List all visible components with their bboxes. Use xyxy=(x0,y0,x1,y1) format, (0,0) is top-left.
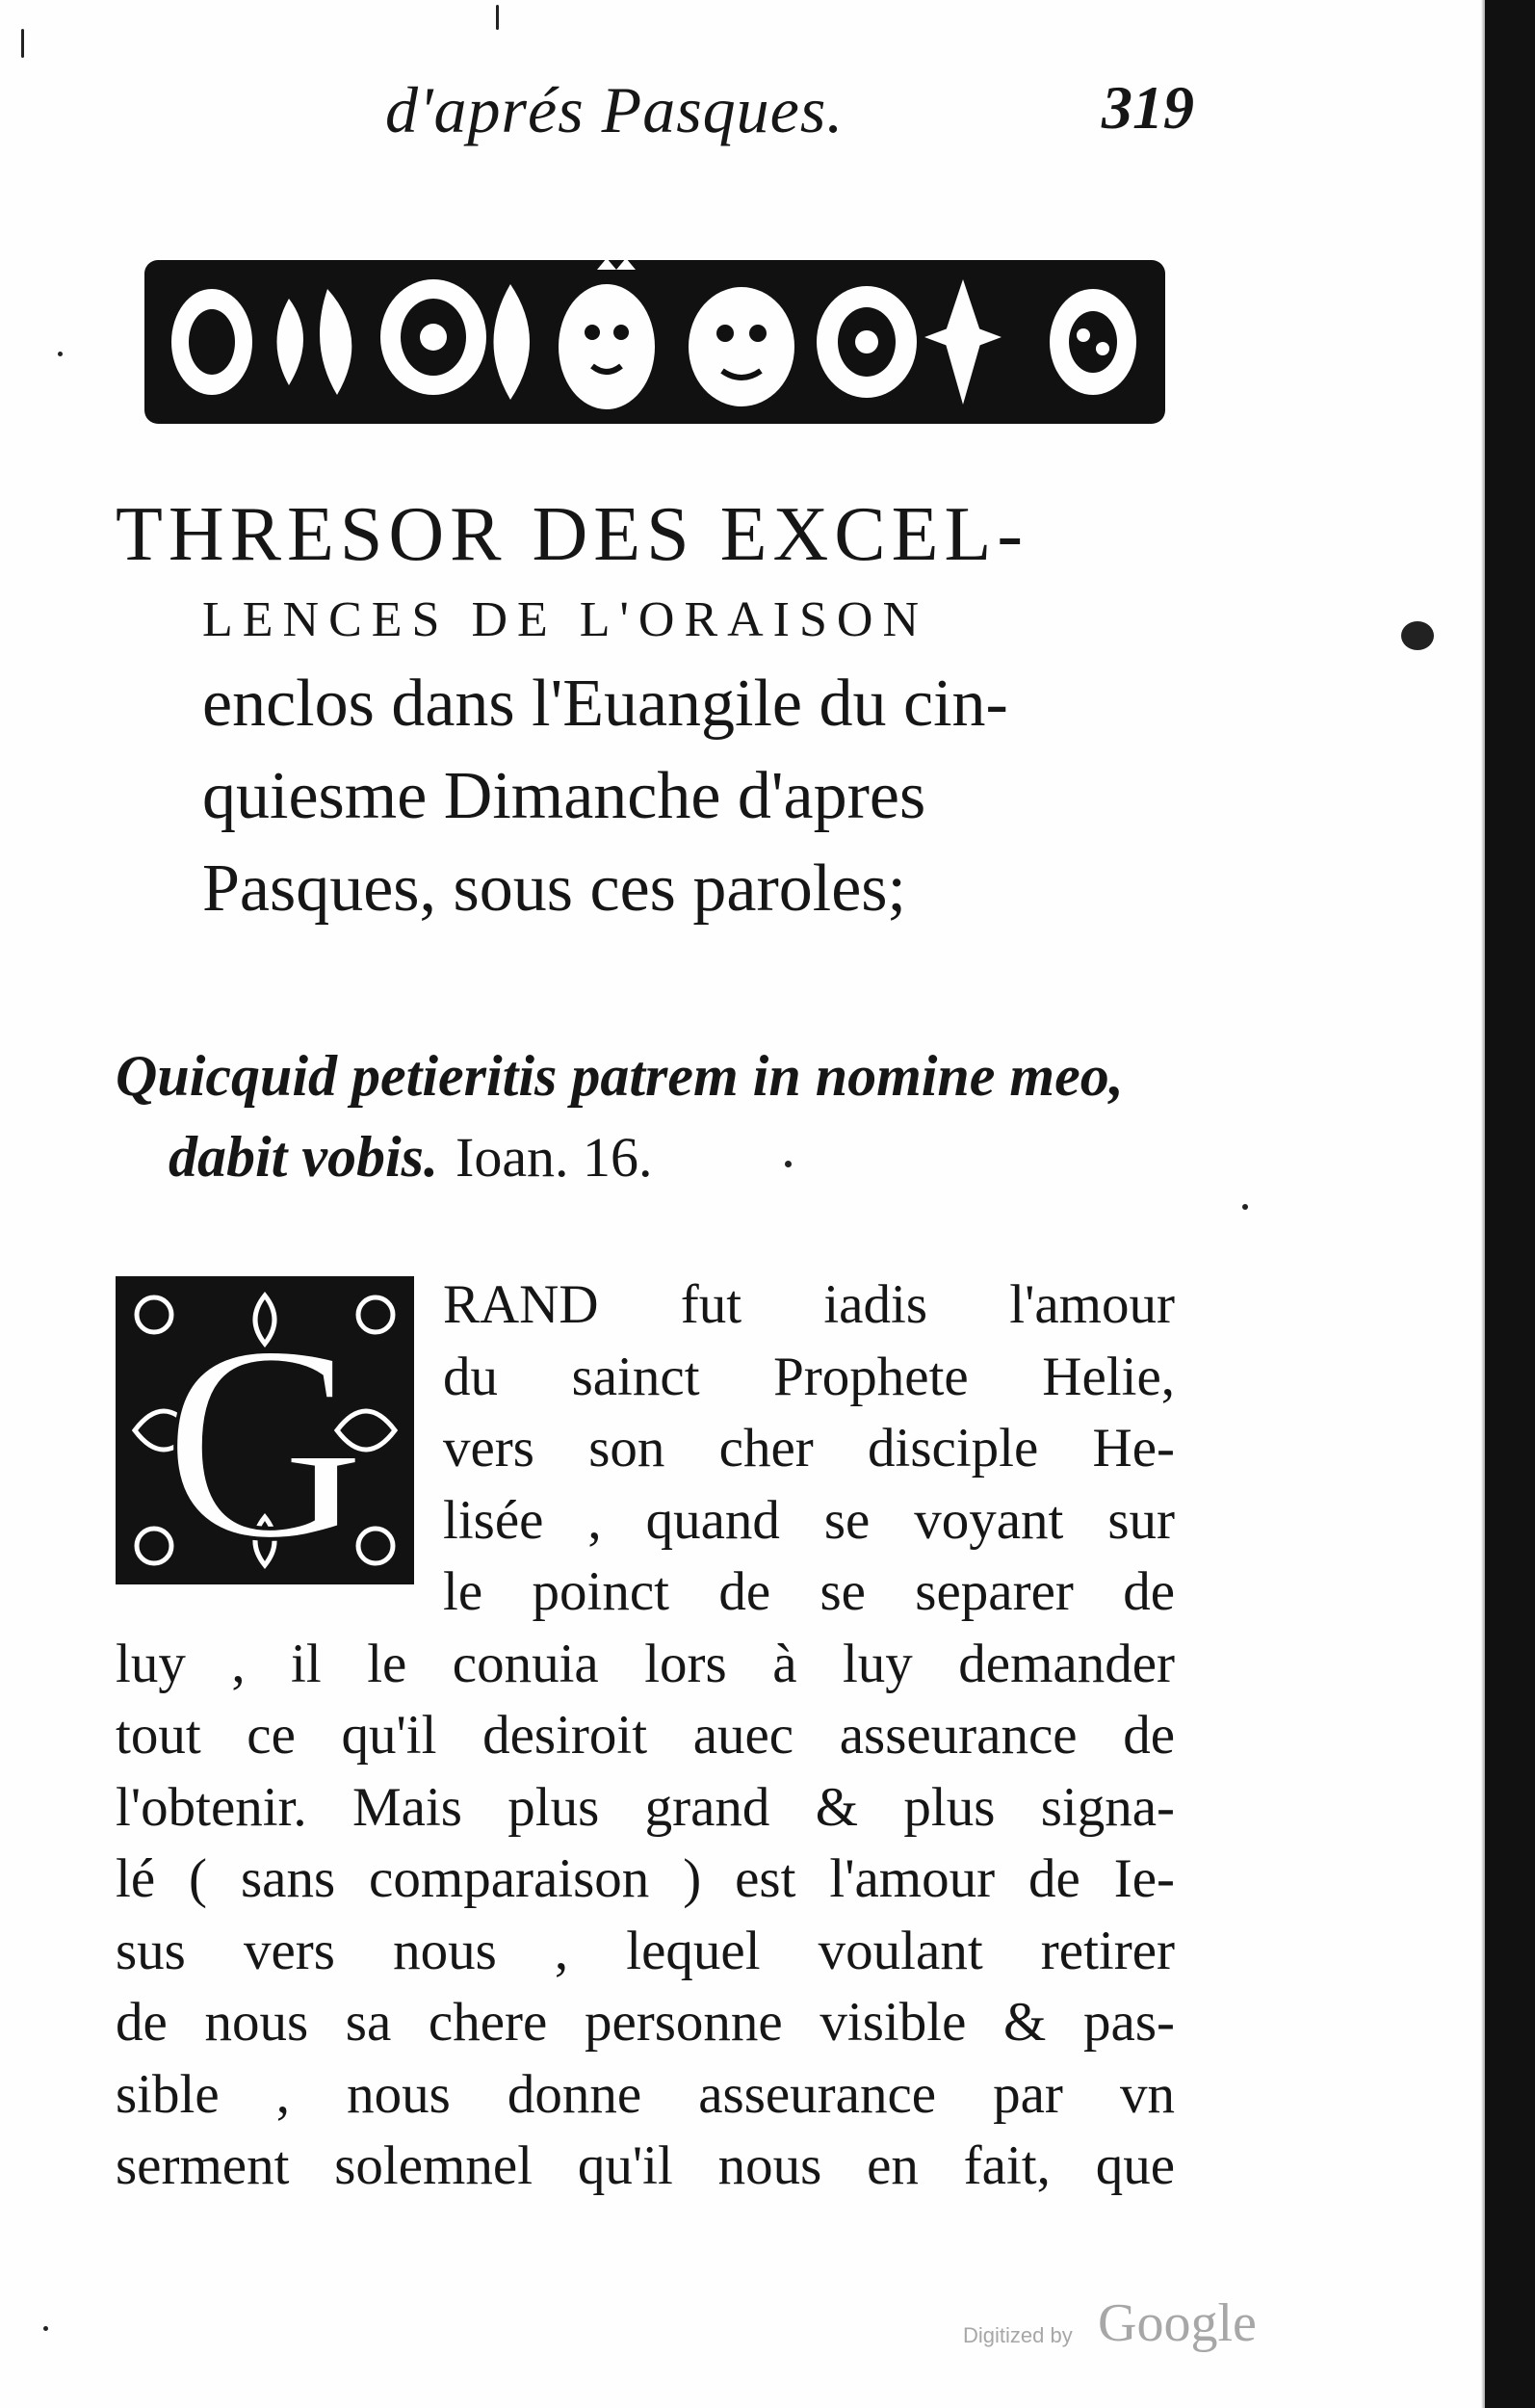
body-line: sus vers nous , lequel voulant retirer xyxy=(116,1920,1175,1981)
running-head xyxy=(385,72,1213,169)
epigraph-text: dabit vobis. xyxy=(169,1125,438,1189)
body-line: serment solemnel qu'il nous en fait, que xyxy=(116,2135,1175,2196)
body-line: du sainct Prophete Helie, xyxy=(443,1346,1175,1407)
ink-stroke xyxy=(496,5,499,30)
latin-epigraph xyxy=(116,1035,1194,1198)
body-line: vers son cher disciple He- xyxy=(443,1418,1175,1479)
body-paragraph xyxy=(116,1269,1175,2203)
body-line: tout ce qu'il desiroit auec asseurance de xyxy=(116,1705,1175,1766)
watermark-digitized: Digitized by xyxy=(963,2323,1073,2347)
body-line: l'obtenir. Mais plus grand & plus signa- xyxy=(116,1776,1175,1838)
title-line-3: enclos dans l'Euangile du cin- xyxy=(202,667,1008,741)
title-line-2: LENCES DE L'ORAISON xyxy=(202,592,929,647)
watermark-google: Google xyxy=(1098,2293,1257,2353)
ink-stroke xyxy=(21,29,24,58)
ink-speck xyxy=(785,1161,792,1167)
epigraph-line-2 xyxy=(116,1116,1194,1198)
google-watermark xyxy=(963,2292,1290,2360)
ink-speck xyxy=(43,2326,48,2331)
initial-letter: G xyxy=(164,1288,366,1584)
title-line-4: quiesme Dimanche d'apres xyxy=(202,759,926,833)
body-line: sible , nous donne asseurance par vn xyxy=(116,2063,1175,2125)
page-number: 319 xyxy=(1102,73,1194,142)
body-line: le poinct de se separer de xyxy=(443,1561,1175,1622)
epigraph-line-1: Quicquid petieritis patrem in nomine meo, xyxy=(116,1044,1124,1108)
chapter-title xyxy=(116,486,1194,935)
ink-speck xyxy=(1242,1204,1248,1210)
epigraph-reference: Ioan. 16. xyxy=(455,1126,653,1189)
ink-speck xyxy=(58,352,63,356)
page-edge-dark-margin xyxy=(1485,0,1535,2408)
body-line: RAND fut iadis l'amour xyxy=(443,1274,1175,1335)
running-title: d'aprés Pasques. xyxy=(385,73,845,146)
body-line: de nous sa chere personne visible & pas- xyxy=(116,1992,1175,2053)
body-line: luy , il le conuia lors à luy demander xyxy=(116,1633,1175,1694)
title-continuation xyxy=(116,658,1204,935)
title-line-1: THRESOR DES EXCEL- xyxy=(116,492,1028,577)
body-line: lé ( sans comparaison ) est l'amour de Ie- xyxy=(116,1848,1175,1909)
ornamental-headpiece xyxy=(144,241,1165,443)
body-line: lisée , quand se voyant sur xyxy=(443,1489,1175,1551)
ink-blot xyxy=(1401,621,1434,650)
title-line-5: Pasques, sous ces paroles; xyxy=(202,851,907,926)
